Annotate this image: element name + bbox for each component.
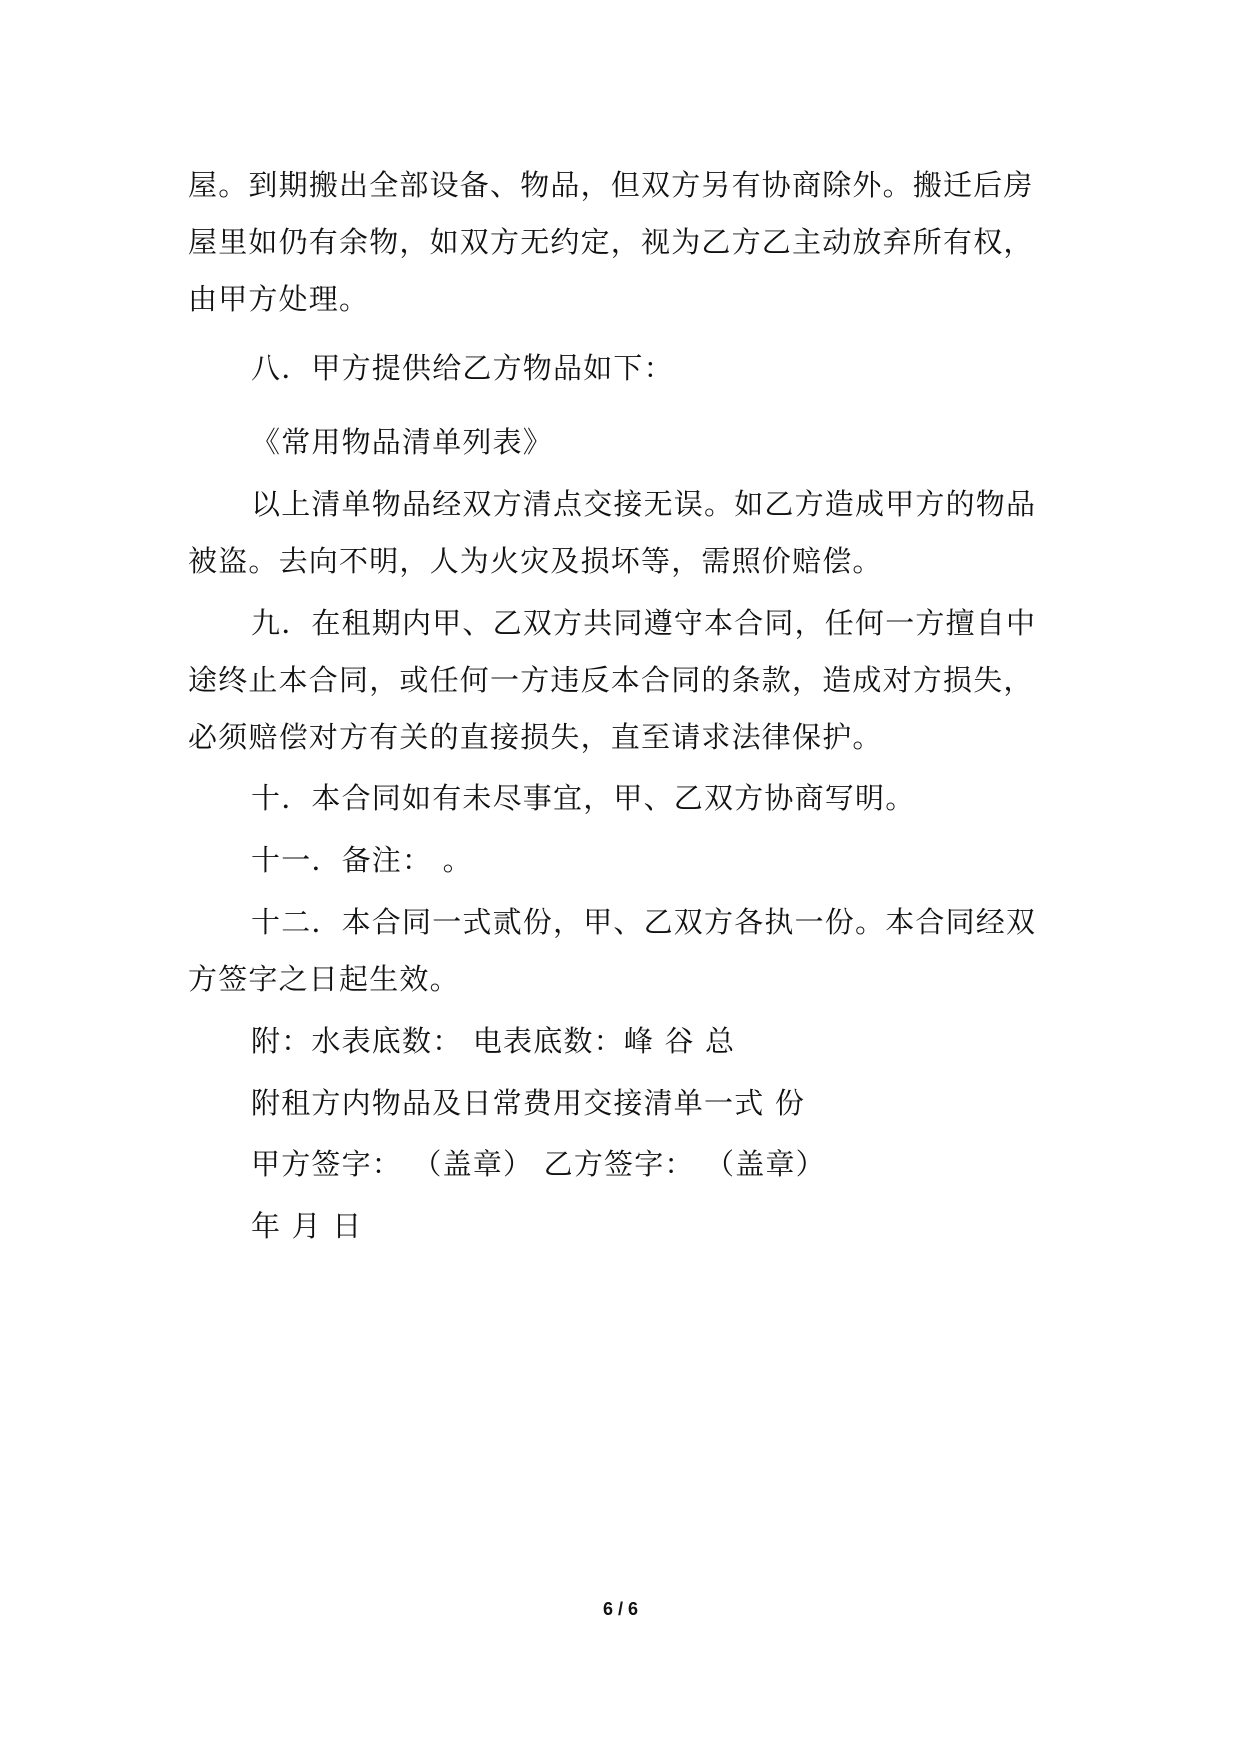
attachment-line: 附租方内物品及日常费用交接清单一式 份	[251, 1086, 806, 1120]
section-eight-heading: 八．甲方提供给乙方物品如下：	[251, 351, 674, 385]
date-line: 年 月 日	[251, 1209, 363, 1243]
text-line: 由甲方处理。	[188, 282, 370, 316]
text-line: 被盗。去向不明，人为火灾及损坏等，需照价赔偿。	[188, 544, 883, 578]
page-number: 6 / 6	[602, 1599, 639, 1619]
signature-line: 甲方签字： （盖章） 乙方签字： （盖章）	[251, 1147, 826, 1181]
text-line: 以上清单物品经双方清点交接无误。如乙方造成甲方的物品	[251, 487, 1037, 521]
section-twelve-text: 十二．本合同一式贰份，甲、乙双方各执一份。本合同经双	[251, 905, 1037, 939]
text-line: 途终止本合同，或任何一方违反本合同的条款，造成对方损失，	[188, 663, 1034, 697]
text-line: 方签字之日起生效。	[188, 962, 460, 996]
meter-readings-line: 附：水表底数： 电表底数：峰 谷 总	[251, 1024, 736, 1058]
text-line: 屋。到期搬出全部设备、物品，但双方另有协商除外。搬迁后房	[188, 168, 1034, 202]
section-eleven-text: 十一．备注： 。	[251, 843, 473, 877]
section-ten-text: 十．本合同如有未尽事宜，甲、乙双方协商写明。	[251, 781, 916, 815]
text-line: 必须赔偿对方有关的直接损失，直至请求法律保护。	[188, 720, 883, 754]
item-list-title: 《常用物品清单列表》	[251, 425, 554, 459]
text-line: 屋里如仍有余物，如双方无约定，视为乙方乙主动放弃所有权，	[188, 225, 1034, 259]
section-nine-text: 九．在租期内甲、乙双方共同遵守本合同，任何一方擅自中	[251, 606, 1037, 640]
